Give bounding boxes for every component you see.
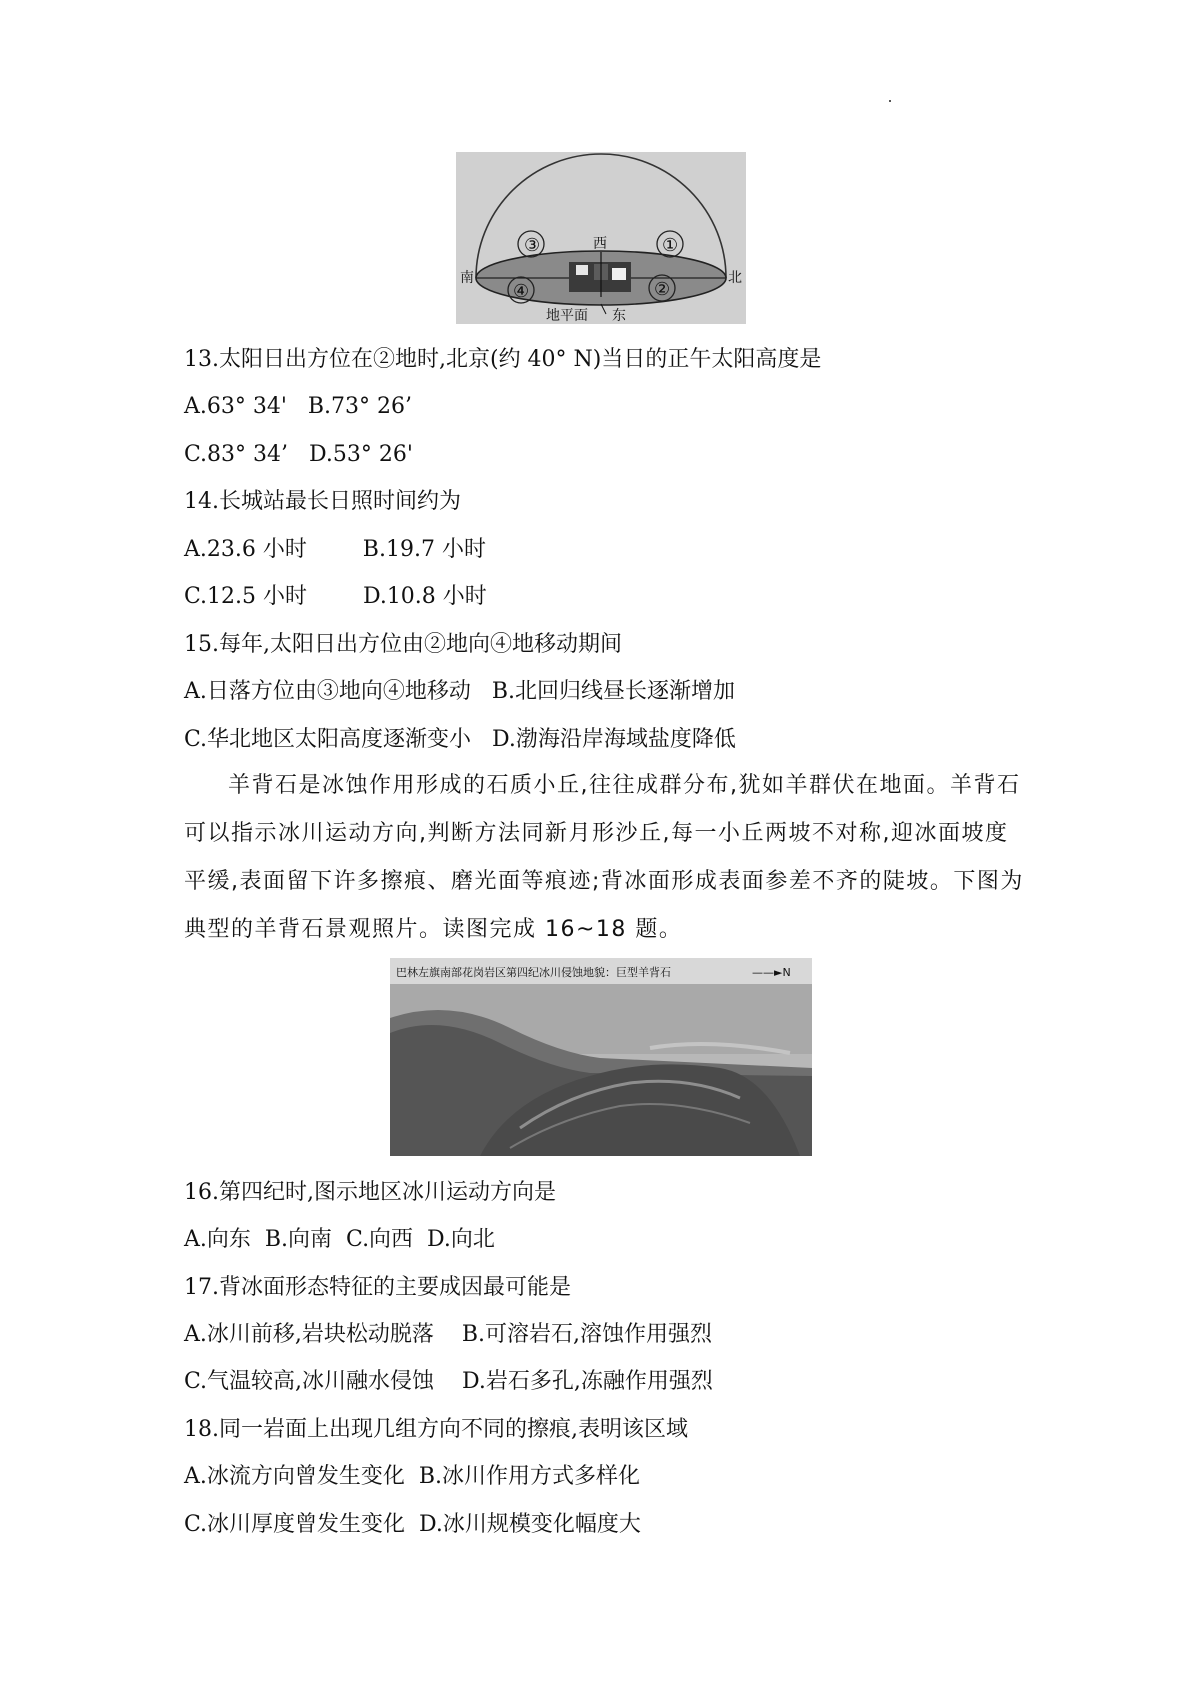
photo-caption: 巴林左旗南部花岗岩区第四纪冰川侵蚀地貌：巨型羊背石 <box>396 966 671 979</box>
label-p2: ② <box>654 279 671 300</box>
scan-speck <box>889 100 891 102</box>
landscape-photo <box>390 958 812 1156</box>
question-14-options-line-2: C.12.5 小时 D.10.8 小时 <box>184 584 487 609</box>
question-15-options-line-2: C.华北地区太阳高度逐渐变小 D.渤海沿岸海域盐度降低 <box>184 727 736 752</box>
question-18-options-line-1: A.冰流方向曾发生变化 B.冰川作用方式多样化 <box>184 1464 641 1489</box>
question-16-options-line-1: A.向东 B.向南 C.向西 D.向北 <box>184 1227 495 1252</box>
celestial-sphere-figure <box>456 152 746 324</box>
label-west: 西 <box>593 236 607 252</box>
label-east: 东 <box>612 308 626 324</box>
question-14-options-line-1: A.23.6 小时 B.19.7 小时 <box>184 537 486 562</box>
reading-passage: 羊背石是冰蚀作用形成的石质小丘,往往成群分布,犹如羊群伏在地面。羊背石可以指示冰川运动方向,判断方法同新月形沙丘,每一小丘两坡不对称,迎冰面坡度平缓,表面留下许多擦痕、磨光面等痕迹;背冰面形成表面参差不齐的陡坡。下图为典型的羊背石景观照片。读图完成 16~18 题。 <box>184 773 1024 942</box>
question-15-options-line-1: A.日落方位由③地向④地移动 B.北回归线昼长逐渐增加 <box>184 679 736 704</box>
question-17-options-line-1: A.冰川前移,岩块松动脱落 B.可溶岩石,溶蚀作用强烈 <box>184 1322 713 1347</box>
celestial-sphere-diagram <box>456 152 746 324</box>
question-16-stem: 16.第四纪时,图示地区冰川运动方向是 <box>184 1180 556 1205</box>
label-p4: ④ <box>513 281 530 302</box>
question-18-stem: 18.同一岩面上出现几组方向不同的擦痕,表明该区域 <box>184 1417 688 1442</box>
question-13-stem: 13.太阳日出方位在②地时,北京(约 40° N)当日的正午太阳高度是 <box>184 347 822 372</box>
label-p1: ① <box>662 235 679 256</box>
label-horizon: 地平面 <box>546 308 588 324</box>
label-south: 南 <box>460 270 474 286</box>
question-14-stem: 14.长城站最长日照时间约为 <box>184 489 461 514</box>
north-arrow-label: ——►N <box>752 966 791 979</box>
question-13-options-line-2: C.83° 34’ D.53° 26' <box>184 442 413 467</box>
label-p3: ③ <box>524 235 541 256</box>
question-17-options-line-2: C.气温较高,冰川融水侵蚀 D.岩石多孔,冻融作用强烈 <box>184 1369 713 1394</box>
question-18-options-line-2: C.冰川厚度曾发生变化 D.冰川规模变化幅度大 <box>184 1512 641 1537</box>
question-13-options-line-1: A.63° 34' B.73° 26’ <box>184 394 413 419</box>
question-17-stem: 17.背冰面形态特征的主要成因最可能是 <box>184 1275 571 1300</box>
roche-moutonnee-photo <box>390 958 812 1156</box>
question-15-stem: 15.每年,太阳日出方位由②地向④地移动期间 <box>184 632 622 657</box>
label-north: 北 <box>728 270 742 286</box>
